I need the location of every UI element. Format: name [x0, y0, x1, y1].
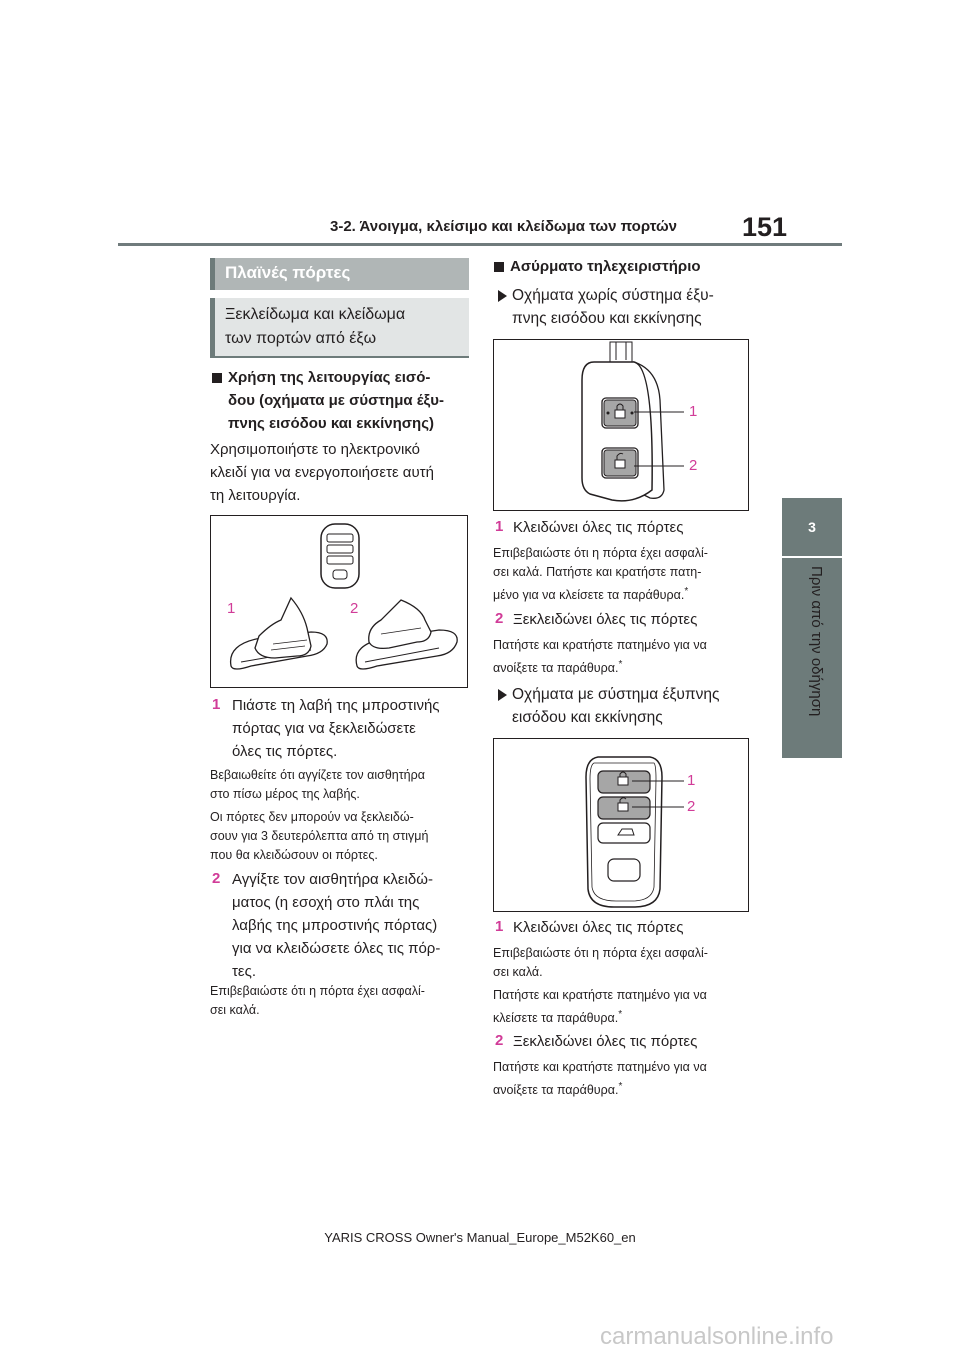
sub-topic [512, 284, 762, 330]
footer-text: YARIS CROSS Owner's Manual_Europe_M52K60_en [324, 1230, 636, 1245]
callout-2: 2 [687, 798, 696, 815]
step-2-note [210, 982, 472, 1020]
sub-heading-line: των πορτών από έξω [225, 330, 377, 347]
page-number: 151 [742, 212, 788, 242]
text-line: Οχήματα με σύστημα έξυπνης [512, 686, 720, 703]
text-line: πόρτας για να ξεκλειδώσετε [232, 720, 416, 737]
triangle-bullet-icon [498, 689, 507, 701]
step-number: 1 [495, 518, 504, 535]
step-number: 1 [495, 918, 504, 935]
note-line: σει καλά. Πατήστε και κρατήστε πατη- [493, 565, 702, 579]
chapter-tab-number: 3 [782, 498, 842, 556]
note-line: Επιβεβαιώστε ότι η πόρτα έχει ασφαλί- [210, 984, 425, 998]
topic-heading: Ασύρματο τηλεχειριστήριο [510, 258, 701, 275]
sub-topic [512, 683, 762, 729]
step-note [493, 636, 763, 678]
note-line: Επιβεβαιώστε ότι η πόρτα έχει ασφαλί- [493, 546, 708, 560]
text-line: κλειδί για να ενεργοποιήσετε αυτή [210, 464, 434, 481]
callout-1: 1 [687, 772, 696, 789]
step-1-note [210, 808, 472, 865]
text-line: λαβής της μπροστινής πόρτας) [232, 917, 438, 934]
flip-key-illustration [494, 340, 748, 510]
sub-heading-line: Ξεκλείδωμα και κλείδωμα [225, 306, 406, 323]
asterisk: * [684, 586, 689, 597]
topic-line: δου (οχήματα με σύστημα έξυ- [228, 392, 444, 409]
step-2-text [232, 868, 472, 983]
flip-key-figure [493, 339, 749, 511]
step-note [493, 544, 763, 605]
note-line: μένο για να κλείσετε τα παράθυρα. [493, 588, 685, 603]
section-heading: Πλαϊνές πόρτες [210, 258, 469, 290]
note-line: που θα κλειδώσουν οι πόρτες. [210, 848, 378, 862]
intro-paragraph [210, 438, 470, 507]
step-text: Ξεκλειδώνει όλες τις πόρτες [513, 1033, 698, 1050]
step-text: Κλειδώνει όλες τις πόρτες [513, 519, 684, 536]
note-line: Βεβαιωθείτε ότι αγγίζετε τον αισθητήρα [210, 768, 425, 782]
note-line: σει καλά. [493, 965, 543, 979]
step-note [493, 1058, 763, 1100]
callout-2: 2 [350, 600, 359, 617]
note-line: στο πίσω μέρος της λαβής. [210, 787, 360, 801]
note-line: ανοίξετε τα παράθυρα. [493, 1083, 619, 1098]
chapter-side-title: Πριν από την οδήγηση [808, 566, 825, 717]
topic-heading [228, 366, 478, 435]
note-line: σουν για 3 δευτερόλεπτα από τη στιγμή [210, 829, 429, 843]
step-1-note [210, 766, 472, 804]
step-note [493, 944, 763, 982]
note-line: κλείσετε τα παράθυρα. [493, 1011, 619, 1026]
note-line: Πατήστε και κρατήστε πατημένο για να [493, 988, 707, 1002]
square-bullet-icon [494, 262, 504, 272]
asterisk: * [618, 659, 623, 670]
asterisk: * [618, 1081, 623, 1092]
smart-key-figure [493, 738, 749, 912]
triangle-bullet-icon [498, 290, 507, 302]
note-line: Επιβεβαιώστε ότι η πόρτα έχει ασφαλί- [493, 946, 708, 960]
text-line: τες. [232, 963, 257, 980]
header-divider [118, 243, 842, 246]
step-number: 2 [495, 1032, 504, 1049]
text-line: τη λειτουργία. [210, 487, 301, 504]
sub-heading [210, 298, 469, 358]
callout-2: 2 [689, 457, 698, 474]
note-line: Πατήστε και κρατήστε πατημένο για να [493, 1060, 707, 1074]
step-number: 1 [212, 696, 221, 713]
topic-line: πνης εισόδου και εκκίνησης) [228, 415, 434, 432]
watermark-link[interactable]: carmanualsonline.info [600, 1323, 834, 1350]
callout-1: 1 [227, 600, 236, 617]
text-line: πνης εισόδου και εκκίνησης [512, 310, 702, 327]
door-handle-illustration [211, 516, 467, 687]
step-text: Κλειδώνει όλες τις πόρτες [513, 919, 684, 936]
note-line: ανοίξετε τα παράθυρα. [493, 661, 619, 676]
topic-line: Χρήση της λειτουργίας εισό- [228, 369, 431, 386]
door-handle-figure [210, 515, 468, 688]
step-number: 2 [495, 610, 504, 627]
text-line: Αγγίξτε τον αισθητήρα κλειδώ- [232, 871, 433, 888]
step-1-text [232, 694, 472, 763]
text-line: Οχήματα χωρίς σύστημα έξυ- [512, 287, 714, 304]
text-line: Πιάστε τη λαβή της μπροστινής [232, 697, 440, 714]
step-note [493, 986, 763, 1028]
step-text: Ξεκλειδώνει όλες τις πόρτες [513, 611, 698, 628]
asterisk: * [618, 1009, 623, 1020]
text-line: για να κλειδώσετε όλες τις πόρ- [232, 940, 441, 957]
note-line: Πατήστε και κρατήστε πατημένο για να [493, 638, 707, 652]
text-line: εισόδου και εκκίνησης [512, 709, 663, 726]
smart-key-illustration [494, 739, 748, 911]
note-line: σει καλά. [210, 1003, 260, 1017]
text-line: ματος (η εσοχή στο πλάι της [232, 894, 420, 911]
note-line: Οι πόρτες δεν μπορούν να ξεκλειδώ- [210, 810, 414, 824]
text-line: Χρησιμοποιήστε το ηλεκτρονικό [210, 441, 420, 458]
section-title: 3-2. Άνοιγμα, κλείσιμο και κλείδωμα των πορτών [330, 218, 677, 235]
step-number: 2 [212, 870, 221, 887]
square-bullet-icon [212, 373, 222, 383]
callout-1: 1 [689, 403, 698, 420]
text-line: όλες τις πόρτες. [232, 743, 338, 760]
